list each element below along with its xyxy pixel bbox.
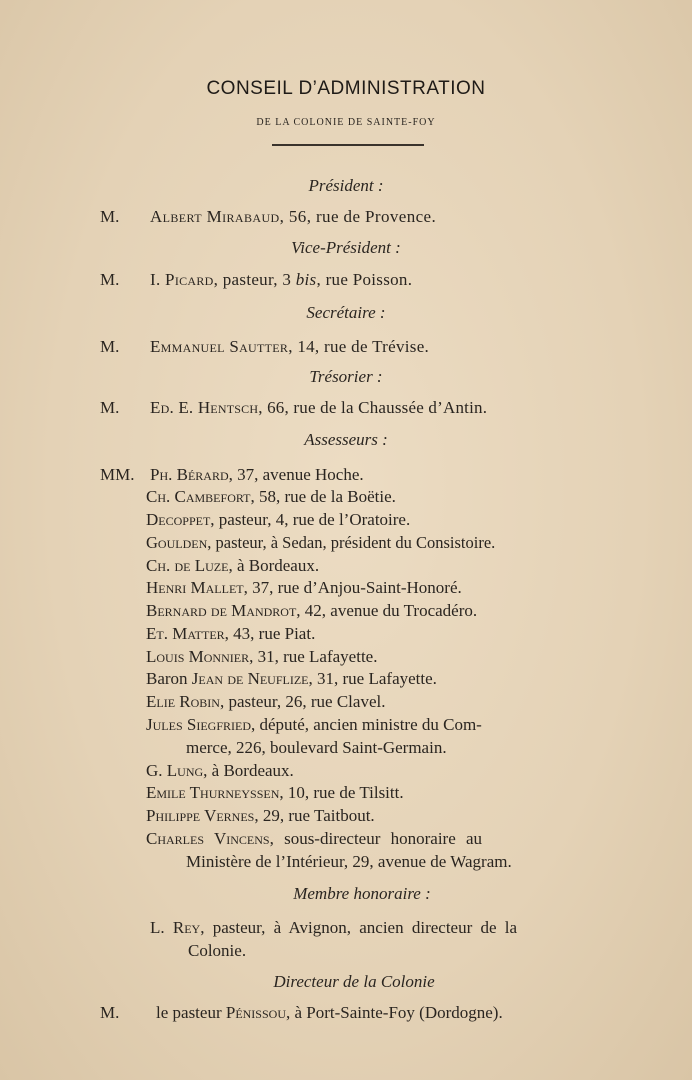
assesseur-entry xyxy=(146,601,477,621)
entry-name: L. Rey xyxy=(150,918,201,937)
entry-address: , à Port-Sainte-Foy (Dordogne). xyxy=(286,1003,503,1022)
prefix-assesseurs: MM. xyxy=(100,465,135,484)
entry-address: , pasteur, à Sedan, président du Consistoire. xyxy=(207,533,496,552)
entry-name: Ph. Bérard xyxy=(150,465,229,484)
entry-name: Ch. de Luze xyxy=(146,556,229,575)
entry-name: Jules Siegfried xyxy=(146,715,251,734)
entry-address: , rue Poisson. xyxy=(316,270,413,289)
entry-address: , pasteur, 26, rue Clavel. xyxy=(219,692,386,711)
assesseur-entry xyxy=(146,647,377,667)
entry-address: , député, ancien ministre du Com- xyxy=(250,715,482,734)
entry-name: Et. Matter xyxy=(146,624,225,643)
assesseur-entry xyxy=(150,465,364,485)
entry-address: , 66, rue de la Chaussée d’Antin. xyxy=(258,398,488,417)
entry-address: , 31, rue Lafayette. xyxy=(308,669,437,688)
entry-address: , 31, rue Lafayette. xyxy=(249,647,378,666)
assesseur-entry-continuation: merce, 226, boulevard Saint-Germain. xyxy=(186,738,447,757)
entry-tresorier xyxy=(150,398,487,418)
entry-vice-president xyxy=(150,270,412,290)
entry-membre-honoraire xyxy=(150,918,517,938)
entry-name: Louis Monnier xyxy=(146,647,250,666)
entry-name: Henri Mallet xyxy=(146,578,244,597)
assesseur-entry xyxy=(146,783,404,803)
assesseur-entry-continuation: Ministère de l’Intérieur, 29, avenue de Wagram. xyxy=(186,852,512,871)
entry-name: G. Lung xyxy=(146,761,204,780)
entry-address: , 43, rue Piat. xyxy=(224,624,316,643)
title-rule xyxy=(272,144,424,146)
entry-address: , 56, rue de Provence. xyxy=(279,207,437,226)
prefix-vice-president: M. xyxy=(100,270,120,289)
assesseur-entry xyxy=(146,829,482,849)
page-title: CONSEIL D’ADMINISTRATION xyxy=(206,78,486,99)
entry-address: , 14, rue de Trévise. xyxy=(288,337,430,356)
entry-name: Elie Robin xyxy=(146,692,220,711)
assesseur-entry xyxy=(146,556,319,576)
entry-name: Philippe Vernes xyxy=(146,806,255,825)
role-vice-president: Vice-Président : xyxy=(291,238,401,257)
entry-address: , pasteur, 4, rue de l’Oratoire. xyxy=(210,510,411,529)
entry-name: Emmanuel Sautter xyxy=(150,337,289,356)
entry-name: Decoppet xyxy=(146,510,211,529)
role-membre-honoraire: Membre honoraire : xyxy=(293,884,431,903)
entry-address: , pasteur, à Avignon, ancien directeur de la xyxy=(200,918,518,937)
entry-address: , 10, rue de Tilsitt. xyxy=(279,783,404,802)
entry-address: , 37, avenue Hoche. xyxy=(228,465,364,484)
assesseur-entry xyxy=(146,761,294,781)
entry-name: Bernard de Mandrot xyxy=(146,601,297,620)
entry-name: Albert Mirabaud xyxy=(150,207,280,226)
role-directeur: Directeur de la Colonie xyxy=(273,972,435,991)
assesseur-entry xyxy=(146,487,396,507)
assesseur-entry xyxy=(146,715,482,735)
assesseur-entry: Baron Jean de Neuflize, 31, rue Lafayette. xyxy=(146,669,437,688)
entry-address: , sous-directeur honoraire au xyxy=(269,829,483,848)
role-assesseurs: Assesseurs : xyxy=(304,430,388,449)
prefix-secretaire: M. xyxy=(100,337,120,356)
prefix-directeur: M. xyxy=(100,1003,120,1022)
assesseur-entry xyxy=(146,510,410,530)
entry-membre-honoraire-continuation: Colonie. xyxy=(188,941,247,960)
entry-bis: bis xyxy=(295,270,317,289)
entry-directeur: le pasteur Pénissou, à Port-Sainte-Foy (Dordogne). xyxy=(156,1003,503,1022)
page-subtitle: DE LA COLONIE DE SAINTE-FOY xyxy=(256,117,436,128)
entry-name: Pénissou xyxy=(225,1003,286,1022)
entry-name: Goulden xyxy=(146,533,208,552)
entry-name: Ed. E. Hentsch xyxy=(150,398,259,417)
role-president: Président : xyxy=(308,176,384,195)
entry-name: Ch. Cambefort xyxy=(146,487,251,506)
prefix-president: M. xyxy=(100,207,120,226)
assesseur-entry xyxy=(146,692,385,712)
entry-address: , 37, rue d’Anjou-Saint-Honoré. xyxy=(243,578,462,597)
entry-address: , à Bordeaux. xyxy=(228,556,320,575)
role-tresorier: Trésorier : xyxy=(309,367,383,386)
entry-name: Charles Vincens xyxy=(146,829,270,848)
entry-president xyxy=(150,207,436,227)
entry-name: I. Picard xyxy=(150,270,214,289)
assesseur-entry xyxy=(146,578,462,598)
entry-address: , 42, avenue du Trocadéro. xyxy=(296,601,478,620)
entry-address: , à Bordeaux. xyxy=(203,761,294,780)
entry-name: Emile Thurneyssen xyxy=(146,783,280,802)
role-secretaire: Secrétaire : xyxy=(306,303,386,322)
entry-name: Jean de Neuflize xyxy=(191,669,309,688)
entry-secretaire xyxy=(150,337,429,357)
assesseur-entry xyxy=(146,624,315,644)
assesseur-entry xyxy=(146,533,495,553)
assesseur-entry xyxy=(146,806,375,826)
entry-address: , pasteur, 3 xyxy=(213,270,296,289)
entry-address: , 29, rue Taitbout. xyxy=(254,806,375,825)
prefix-tresorier: M. xyxy=(100,398,120,417)
entry-address: , 58, rue de la Boëtie. xyxy=(250,487,396,506)
